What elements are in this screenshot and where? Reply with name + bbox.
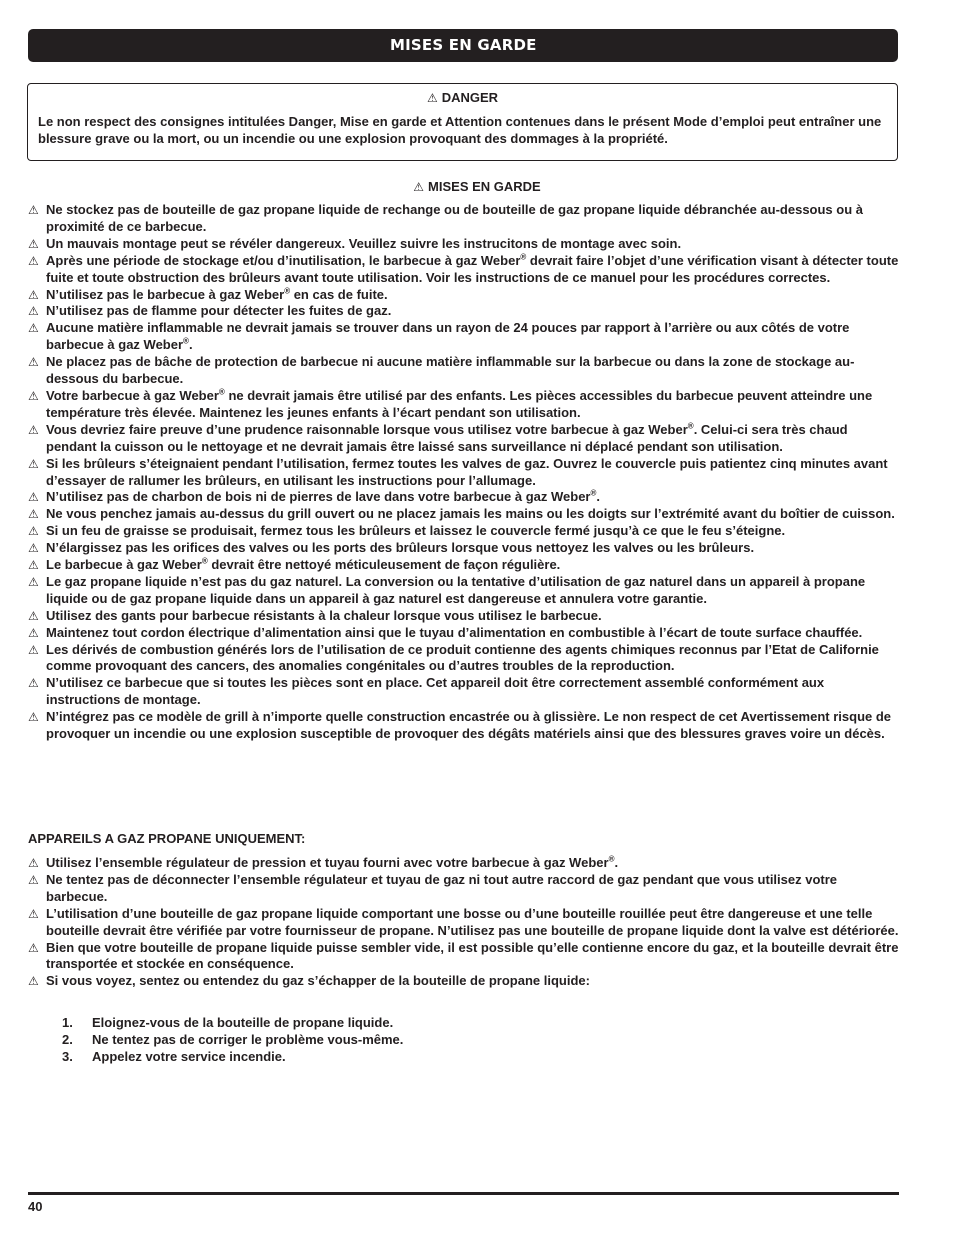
warning-triangle-icon: ⚠ — [28, 541, 39, 556]
warning-triangle-icon: ⚠ — [28, 253, 39, 268]
warning-item-text: N’utilisez pas de charbon de bois ni de pierres de lave dans votre barbecue à gaz Weber®. — [46, 489, 601, 505]
warnings-heading — [0, 179, 954, 194]
leak-step — [62, 1031, 403, 1048]
warning-triangle-icon: ⚠ — [28, 524, 39, 539]
warning-triangle-icon: ⚠ — [28, 710, 39, 725]
warning-triangle-icon: ⚠ — [28, 236, 39, 251]
leak-step — [62, 1014, 403, 1031]
warning-item-text: N’élargissez pas les orifices des valves ou les ports des brûleurs lorsque vous nettoyez les valves ou les brûleurs. — [46, 540, 755, 556]
warning-item — [28, 456, 900, 490]
footer-rule — [28, 1192, 899, 1195]
warning-item — [28, 642, 900, 676]
warning-item-text: Votre barbecue à gaz Weber® ne devrait jamais être utilisé par des enfants. Les pièces accessibles du barbecue peuvent atteindre une température très élevée. Maintenez les jeunes enfants à l’écart pendant son utilisation. — [46, 387, 873, 420]
leak-step — [62, 1048, 403, 1065]
warning-item — [28, 709, 900, 743]
warning-item — [28, 253, 900, 287]
lp-warning-item-text: Ne tentez pas de déconnecter l’ensemble régulateur et tuyau de gaz ni tout autre raccord de gaz pendant que vous utilisez votre barbecue. — [46, 871, 838, 904]
warning-item-text: Aucune matière inflammable ne devrait jamais se trouver dans un rayon de 24 pouces par rapport à l’arrière ou aux côtés de votre barbecue à gaz Weber®. — [46, 320, 850, 353]
warning-triangle-icon: ⚠ — [28, 625, 39, 640]
section-header — [28, 29, 898, 62]
warning-item-text: Utilisez des gants pour barbecue résistants à la chaleur lorsque vous utilisez le barbecue. — [46, 607, 602, 623]
page-number: 40 — [28, 1199, 43, 1214]
warning-triangle-icon: ⚠ — [28, 287, 39, 302]
lp-warning-item-text: Bien que votre bouteille de propane liquide puisse sembler vide, il est possible qu’elle contienne encore du gaz, et la bouteille devrait être transportée et stockée en conséquence. — [46, 939, 899, 972]
section-title: MISES EN GARDE — [390, 36, 537, 54]
lp-warning-item — [28, 940, 900, 974]
warning-triangle-icon: ⚠ — [28, 574, 39, 589]
lp-warning-item-text: L’utilisation d’une bouteille de gaz propane liquide comportant une bosse ou d’une bouteille rouillée peut être dangereuse et une telle bouteille devrait être vérifiée par votre fournisseur de propane. N’utilisez pas une bouteille de propane liquide dont la valve est détériorée. — [46, 905, 899, 938]
warning-item-text: Si un feu de graisse se produisait, fermez tous les brûleurs et laissez le couvercle fermé jusqu’à ce que le feu s’éteigne. — [46, 523, 786, 539]
warning-item — [28, 236, 900, 253]
lp-only-title: APPAREILS A GAZ PROPANE UNIQUEMENT: — [28, 831, 306, 846]
warning-item-text: Après une période de stockage et/ou d’inutilisation, le barbecue à gaz Weber® devrait faire l’objet d’une vérification visant à détecter toute fuite et toute obstruction des brûleurs avant toute utilisation. Voir les instructions de ce manuel pour les procédures correctes. — [46, 252, 899, 285]
warning-triangle-icon: ⚠ — [28, 940, 39, 955]
warning-item — [28, 354, 900, 388]
warning-item — [28, 303, 900, 320]
warning-item — [28, 422, 900, 456]
warning-triangle-icon: ⚠ — [28, 203, 39, 217]
lp-warning-item — [28, 906, 900, 940]
warning-item-text: N’utilisez pas le barbecue à gaz Weber® en cas de fuite. — [46, 286, 388, 302]
warning-triangle-icon: ⚠ — [28, 906, 39, 921]
warnings-title: MISES EN GARDE — [428, 179, 541, 194]
warning-triangle-icon: ⚠ — [28, 558, 39, 573]
warning-item — [28, 202, 900, 236]
warning-item — [28, 675, 900, 709]
warning-item-text: Ne placez pas de bâche de protection de barbecue ni aucune matière inflammable sur la barbecue ou dans la zone de stockage au-dessous du barbecue. — [46, 354, 855, 387]
step-number: 3. — [62, 1049, 73, 1064]
warning-triangle-icon: ⚠ — [413, 180, 425, 194]
lp-warning-item — [28, 872, 900, 906]
step-text: Eloignez-vous de la bouteille de propane liquide. — [92, 1015, 394, 1030]
warning-item — [28, 574, 900, 608]
leak-steps-list — [62, 1014, 403, 1065]
danger-text: Le non respect des consignes intitulées Danger, Mise en garde et Attention contenues dans le présent Mode d’emploi peut entraîner une blessure grave ou la mort, ou un incendie ou une explosion provoquant des dommages à la propriété. — [38, 114, 882, 146]
warning-triangle-icon: ⚠ — [426, 91, 438, 105]
warning-triangle-icon: ⚠ — [28, 642, 39, 657]
warning-triangle-icon: ⚠ — [28, 856, 39, 870]
danger-heading — [28, 89, 897, 107]
danger-box — [27, 83, 898, 161]
warning-item — [28, 388, 900, 422]
warning-item-text: Un mauvais montage peut se révéler dangereux. Veuillez suivre les instrucitons de montage avec soin. — [46, 235, 682, 251]
warning-item — [28, 320, 900, 354]
warning-item — [28, 287, 900, 304]
warning-triangle-icon: ⚠ — [28, 321, 39, 336]
warning-triangle-icon: ⚠ — [28, 676, 39, 691]
step-text: Appelez votre service incendie. — [92, 1049, 286, 1064]
warning-item-text: Ne vous penchez jamais au-dessus du grill ouvert ou ne placez jamais les mains ou les doigts sur l’extrémité avant du boîtier de cuisson. — [46, 506, 895, 522]
step-number: 1. — [62, 1015, 73, 1030]
warning-item-text: Les dérivés de combustion générés lors de l’utilisation de ce produit contienne des agents chimiques reconnus par l’Etat de Californie comme provoquant des cancers, des anomalies congénitales ou d’autres troubles de la reproduction. — [46, 641, 879, 674]
warning-triangle-icon: ⚠ — [28, 974, 39, 989]
warning-item-text: Maintenez tout cordon électrique d’alimentation ainsi que le tuyau d’alimentation en combustible à l’écart de toute surface chauffée. — [46, 624, 863, 640]
lp-only-list — [28, 855, 900, 990]
warning-item-text: Ne stockez pas de bouteille de gaz propane liquide de rechange ou de bouteille de gaz propane liquide débranchée au-dessous ou à proximité de ce barbecue. — [46, 202, 864, 234]
warning-triangle-icon: ⚠ — [28, 490, 39, 505]
step-number: 2. — [62, 1032, 73, 1047]
warning-item-text: Vous devriez faire preuve d’une prudence raisonnable lorsque vous utilisez votre barbecue à gaz Weber®. Celui-ci sera très chaud pendant la cuisson ou le nettoyage et ne devrait jamais être laissé sans surveillance ni déplacé pendant son utilisation. — [46, 421, 848, 454]
warning-item — [28, 557, 900, 574]
warning-item — [28, 489, 900, 506]
warning-triangle-icon: ⚠ — [28, 388, 39, 403]
warning-item-text: Le barbecue à gaz Weber® devrait être nettoyé méticuleusement de façon régulière. — [46, 556, 561, 573]
lp-warning-item-text: Utilisez l’ensemble régulateur de pression et tuyau fourni avec votre barbecue à gaz Weber®. — [46, 854, 619, 870]
lp-warning-item — [28, 973, 900, 990]
warning-item — [28, 506, 900, 523]
lp-warning-item-text: Si vous voyez, sentez ou entendez du gaz s’échapper de la bouteille de propane liquide: — [46, 973, 590, 989]
warning-item — [28, 540, 900, 557]
warning-triangle-icon: ⚠ — [28, 456, 39, 471]
warning-triangle-icon: ⚠ — [28, 608, 39, 623]
warning-triangle-icon: ⚠ — [28, 872, 39, 887]
warning-item-text: Si les brûleurs s’éteignaient pendant l’utilisation, fermez toutes les valves de gaz. Ouvrez le couvercle puis patientez cinq minutes avant d’essayer de rallumer les brûleurs, en utilisant les instructions pour l’allumage. — [46, 455, 888, 488]
warning-item — [28, 625, 900, 642]
step-text: Ne tentez pas de corriger le problème vous-même. — [92, 1032, 404, 1047]
lp-warning-item — [28, 855, 900, 872]
warning-triangle-icon: ⚠ — [28, 355, 39, 370]
warning-triangle-icon: ⚠ — [28, 304, 39, 319]
warning-item — [28, 608, 900, 625]
warning-item — [28, 523, 900, 540]
warning-item-text: N’intégrez pas ce modèle de grill à n’importe quelle construction encastrée ou à glissière. Le non respect de cet Avertissement risque de provoquer un incendie ou une explosion susceptible de provoquer des dégâts matériels ainsi que des blessures graves voire un décès. — [46, 709, 892, 742]
warning-triangle-icon: ⚠ — [28, 507, 39, 522]
warning-item-text: N’utilisez ce barbecue que si toutes les pièces sont en place. Cet appareil doit être correctement assemblé conformément aux instructions de montage. — [46, 675, 825, 708]
warning-item-text: Le gaz propane liquide n’est pas du gaz naturel. La conversion ou la tentative d’utilisation de gaz naturel dans un appareil à propane liquide ou de gaz propane liquide dans un appareil à gaz naturel est dangereuse et annulera votre garantie. — [46, 573, 866, 606]
warning-triangle-icon: ⚠ — [28, 422, 39, 437]
warning-item-text: N’utilisez pas de flamme pour détecter les fuites de gaz. — [46, 303, 392, 319]
danger-title: DANGER — [441, 90, 499, 105]
warnings-list — [28, 202, 900, 743]
